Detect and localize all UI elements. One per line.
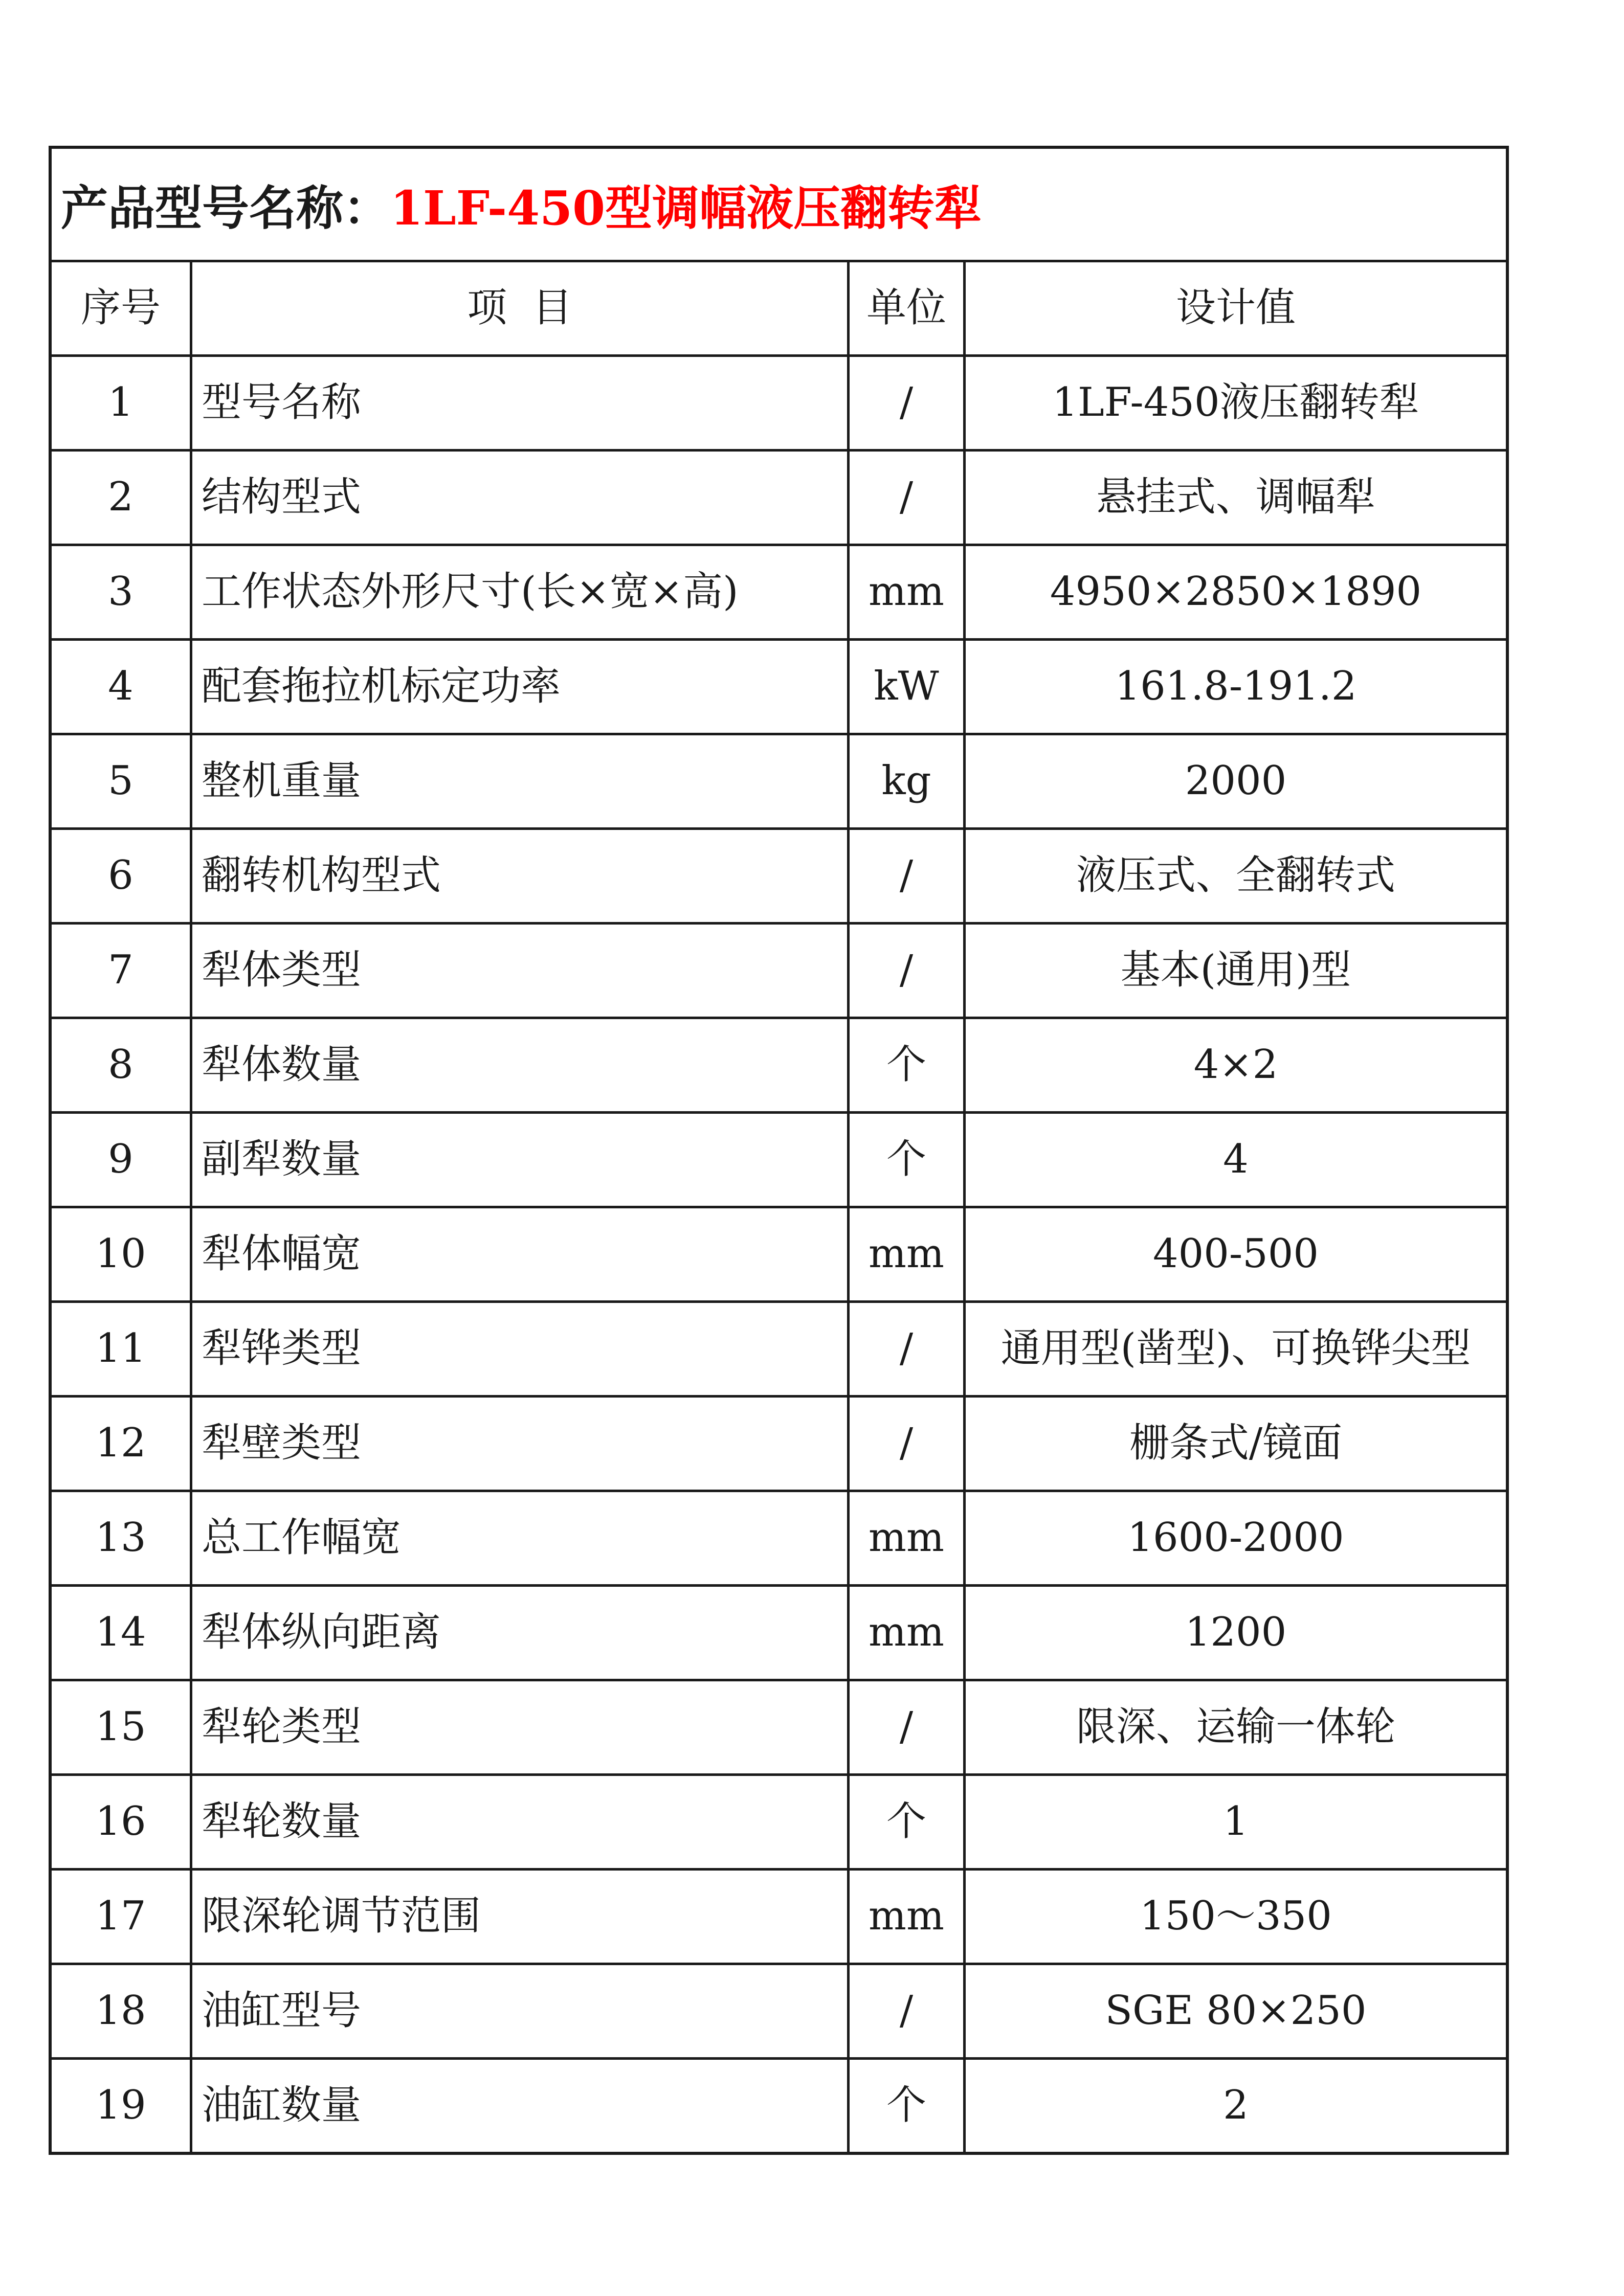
row-unit: / bbox=[849, 1964, 965, 2059]
row-value: 4 bbox=[965, 1113, 1506, 1207]
row-unit: 个 bbox=[849, 1775, 965, 1870]
row-number: 2 bbox=[52, 451, 191, 545]
row-item: 犁体纵向距离 bbox=[191, 1586, 849, 1680]
row-number: 18 bbox=[52, 1964, 191, 2059]
row-unit: 个 bbox=[849, 2059, 965, 2152]
row-unit: / bbox=[849, 356, 965, 451]
row-item: 工作状态外形尺寸(长×宽×高) bbox=[191, 545, 849, 640]
row-item: 整机重量 bbox=[191, 734, 849, 829]
row-item: 型号名称 bbox=[191, 356, 849, 451]
table-row bbox=[52, 1680, 1506, 1775]
row-item: 犁铧类型 bbox=[191, 1302, 849, 1397]
row-item: 限深轮调节范围 bbox=[191, 1870, 849, 1964]
header-row bbox=[52, 262, 1506, 356]
row-item: 犁轮数量 bbox=[191, 1775, 849, 1870]
row-item: 结构型式 bbox=[191, 451, 849, 545]
row-unit: 个 bbox=[849, 1113, 965, 1207]
row-item: 犁轮类型 bbox=[191, 1680, 849, 1775]
row-unit: 个 bbox=[849, 1018, 965, 1113]
row-unit: / bbox=[849, 1302, 965, 1397]
row-number: 6 bbox=[52, 829, 191, 924]
title-row bbox=[52, 149, 1506, 262]
title-prefix: 产品型号名称： bbox=[61, 180, 391, 236]
row-number: 8 bbox=[52, 1018, 191, 1113]
row-value: 液压式、全翻转式 bbox=[965, 829, 1506, 924]
row-unit: kW bbox=[849, 640, 965, 734]
table-row bbox=[52, 1397, 1506, 1491]
row-number: 14 bbox=[52, 1586, 191, 1680]
row-item: 油缸数量 bbox=[191, 2059, 849, 2152]
table-row bbox=[52, 640, 1506, 734]
row-unit: / bbox=[849, 1680, 965, 1775]
row-value: 1600-2000 bbox=[965, 1491, 1506, 1586]
row-item: 油缸型号 bbox=[191, 1964, 849, 2059]
row-number: 5 bbox=[52, 734, 191, 829]
table-row bbox=[52, 2059, 1506, 2152]
row-unit: kg bbox=[849, 734, 965, 829]
row-number: 11 bbox=[52, 1302, 191, 1397]
row-value: 1LF-450液压翻转犁 bbox=[965, 356, 1506, 451]
row-value: 通用型(凿型)、可换铧尖型 bbox=[965, 1302, 1506, 1397]
row-item: 总工作幅宽 bbox=[191, 1491, 849, 1586]
table-row bbox=[52, 1207, 1506, 1302]
row-number: 13 bbox=[52, 1491, 191, 1586]
row-number: 15 bbox=[52, 1680, 191, 1775]
row-unit: mm bbox=[849, 1207, 965, 1302]
table-row bbox=[52, 829, 1506, 924]
table-row bbox=[52, 1775, 1506, 1870]
table-row bbox=[52, 1018, 1506, 1113]
header-item-label: 项 目 bbox=[467, 285, 572, 331]
row-number: 10 bbox=[52, 1207, 191, 1302]
spec-table bbox=[52, 262, 1506, 2152]
row-value: 400-500 bbox=[965, 1207, 1506, 1302]
row-value: 限深、运输一体轮 bbox=[965, 1680, 1506, 1775]
row-unit: mm bbox=[849, 545, 965, 640]
row-item: 犁体幅宽 bbox=[191, 1207, 849, 1302]
row-number: 4 bbox=[52, 640, 191, 734]
row-item: 犁壁类型 bbox=[191, 1397, 849, 1491]
row-value: 1200 bbox=[965, 1586, 1506, 1680]
row-number: 19 bbox=[52, 2059, 191, 2152]
header-value: 设计值 bbox=[965, 262, 1506, 356]
row-value: 2000 bbox=[965, 734, 1506, 829]
row-item: 翻转机构型式 bbox=[191, 829, 849, 924]
row-number: 3 bbox=[52, 545, 191, 640]
table-row bbox=[52, 545, 1506, 640]
row-unit: / bbox=[849, 1397, 965, 1491]
row-item: 副犁数量 bbox=[191, 1113, 849, 1207]
row-unit: / bbox=[849, 829, 965, 924]
row-item: 配套拖拉机标定功率 bbox=[191, 640, 849, 734]
row-value: 4×2 bbox=[965, 1018, 1506, 1113]
row-unit: mm bbox=[849, 1870, 965, 1964]
table-row bbox=[52, 356, 1506, 451]
table-row bbox=[52, 451, 1506, 545]
table-row bbox=[52, 1113, 1506, 1207]
row-value: 1 bbox=[965, 1775, 1506, 1870]
row-value: 基本(通用)型 bbox=[965, 924, 1506, 1018]
table-row bbox=[52, 1870, 1506, 1964]
table-row bbox=[52, 734, 1506, 829]
row-number: 17 bbox=[52, 1870, 191, 1964]
row-unit: / bbox=[849, 451, 965, 545]
row-value: SGE 80×250 bbox=[965, 1964, 1506, 2059]
row-number: 7 bbox=[52, 924, 191, 1018]
row-number: 9 bbox=[52, 1113, 191, 1207]
row-number: 1 bbox=[52, 356, 191, 451]
row-value: 4950×2850×1890 bbox=[965, 545, 1506, 640]
row-unit: mm bbox=[849, 1586, 965, 1680]
table-row bbox=[52, 1491, 1506, 1586]
table-row bbox=[52, 1302, 1506, 1397]
table-row bbox=[52, 924, 1506, 1018]
header-no: 序号 bbox=[52, 262, 191, 356]
table-row bbox=[52, 1964, 1506, 2059]
header-item bbox=[191, 262, 849, 356]
title-model-name: 1LF-450型调幅液压翻转犁 bbox=[390, 180, 982, 236]
row-item: 犁体类型 bbox=[191, 924, 849, 1018]
row-number: 16 bbox=[52, 1775, 191, 1870]
row-value: 2 bbox=[1223, 2082, 1249, 2129]
header-unit: 单位 bbox=[849, 262, 965, 356]
row-item: 犁体数量 bbox=[191, 1018, 849, 1113]
spec-sheet bbox=[49, 146, 1509, 2155]
row-value: 栅条式/镜面 bbox=[965, 1397, 1506, 1491]
row-number: 12 bbox=[52, 1397, 191, 1491]
table-row bbox=[52, 1586, 1506, 1680]
row-unit: mm bbox=[849, 1491, 965, 1586]
row-value: 150～350 bbox=[965, 1870, 1506, 1964]
row-unit: / bbox=[849, 924, 965, 1018]
spec-table-body bbox=[52, 356, 1506, 2152]
row-value: 161.8-191.2 bbox=[965, 640, 1506, 734]
row-value: 悬挂式、调幅犁 bbox=[965, 451, 1506, 545]
